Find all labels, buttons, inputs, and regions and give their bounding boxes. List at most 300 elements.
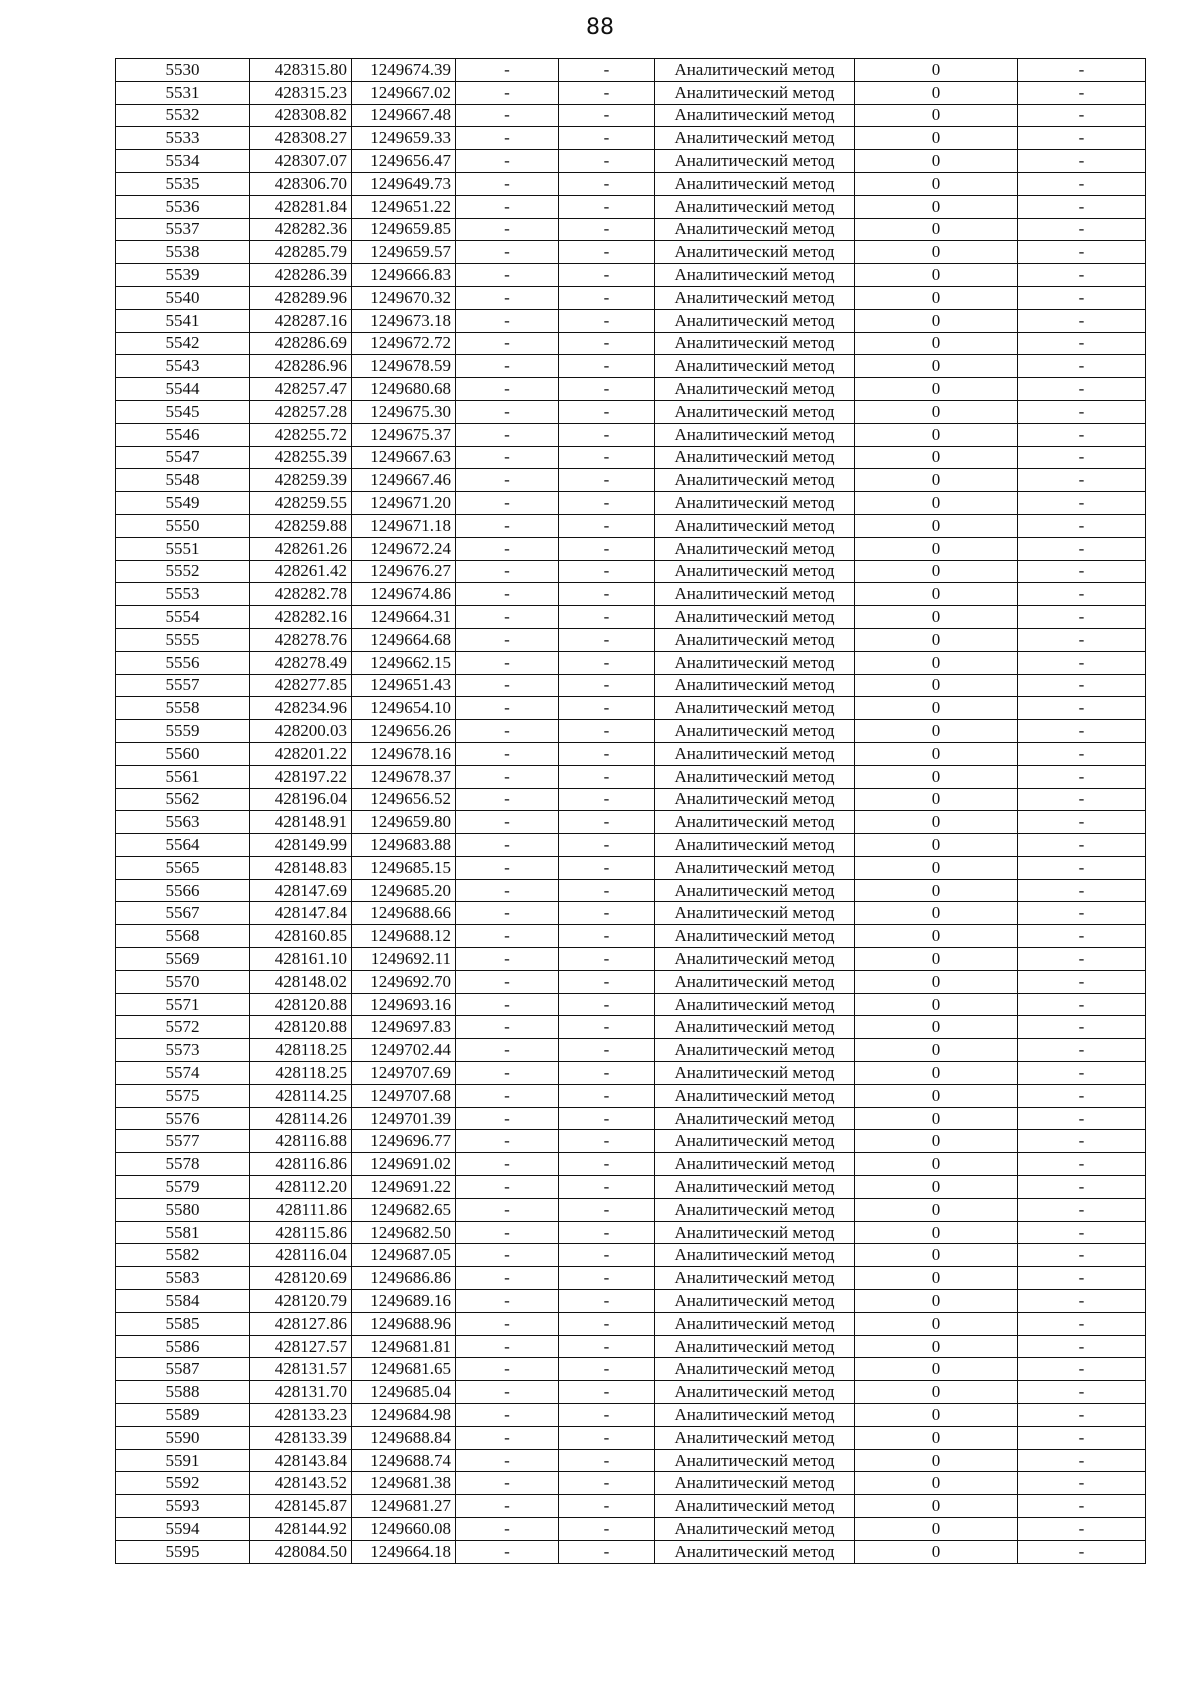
- method-cell: Аналитический метод: [655, 195, 855, 218]
- empty-cell-3: -: [1018, 378, 1146, 401]
- table-row: [116, 1267, 1146, 1290]
- empty-cell-1: -: [456, 150, 559, 173]
- y-coordinate-cell: 1249702.44: [352, 1039, 456, 1062]
- empty-cell-1: -: [456, 948, 559, 971]
- empty-cell-3: -: [1018, 514, 1146, 537]
- empty-cell-3: -: [1018, 765, 1146, 788]
- y-coordinate-cell: 1249678.59: [352, 355, 456, 378]
- method-cell: Аналитический метод: [655, 879, 855, 902]
- x-coordinate-cell: 428286.39: [250, 264, 352, 287]
- empty-cell-3: -: [1018, 628, 1146, 651]
- point-number-cell: 5549: [116, 492, 250, 515]
- point-number-cell: 5569: [116, 948, 250, 971]
- x-coordinate-cell: 428261.26: [250, 537, 352, 560]
- table-row: [116, 834, 1146, 857]
- table-row: [116, 400, 1146, 423]
- empty-cell-1: -: [456, 742, 559, 765]
- method-cell: Аналитический метод: [655, 469, 855, 492]
- point-number-cell: 5581: [116, 1221, 250, 1244]
- empty-cell-1: -: [456, 856, 559, 879]
- y-coordinate-cell: 1249688.84: [352, 1426, 456, 1449]
- x-coordinate-cell: 428143.84: [250, 1449, 352, 1472]
- point-number-cell: 5583: [116, 1267, 250, 1290]
- table-row: [116, 1153, 1146, 1176]
- x-coordinate-cell: 428259.55: [250, 492, 352, 515]
- empty-cell-3: -: [1018, 1540, 1146, 1563]
- empty-cell-1: -: [456, 788, 559, 811]
- empty-cell-3: -: [1018, 720, 1146, 743]
- empty-cell-1: -: [456, 1084, 559, 1107]
- value-cell: 0: [855, 81, 1018, 104]
- empty-cell-3: -: [1018, 309, 1146, 332]
- empty-cell-3: -: [1018, 606, 1146, 629]
- x-coordinate-cell: 428114.26: [250, 1107, 352, 1130]
- x-coordinate-cell: 428120.88: [250, 1016, 352, 1039]
- value-cell: 0: [855, 811, 1018, 834]
- method-cell: Аналитический метод: [655, 856, 855, 879]
- point-number-cell: 5565: [116, 856, 250, 879]
- table-row: [116, 1130, 1146, 1153]
- method-cell: Аналитический метод: [655, 628, 855, 651]
- point-number-cell: 5550: [116, 514, 250, 537]
- table-row: [116, 1244, 1146, 1267]
- x-coordinate-cell: 428144.92: [250, 1518, 352, 1541]
- empty-cell-3: -: [1018, 811, 1146, 834]
- x-coordinate-cell: 428147.69: [250, 879, 352, 902]
- empty-cell-2: -: [559, 241, 655, 264]
- value-cell: 0: [855, 59, 1018, 82]
- x-coordinate-cell: 428131.70: [250, 1381, 352, 1404]
- empty-cell-3: -: [1018, 286, 1146, 309]
- empty-cell-3: -: [1018, 1495, 1146, 1518]
- y-coordinate-cell: 1249649.73: [352, 172, 456, 195]
- point-number-cell: 5544: [116, 378, 250, 401]
- empty-cell-2: -: [559, 720, 655, 743]
- empty-cell-1: -: [456, 765, 559, 788]
- x-coordinate-cell: 428147.84: [250, 902, 352, 925]
- table-row: [116, 651, 1146, 674]
- y-coordinate-cell: 1249671.20: [352, 492, 456, 515]
- empty-cell-1: -: [456, 1495, 559, 1518]
- table-row: [116, 993, 1146, 1016]
- empty-cell-1: -: [456, 1290, 559, 1313]
- empty-cell-1: -: [456, 560, 559, 583]
- x-coordinate-cell: 428281.84: [250, 195, 352, 218]
- value-cell: 0: [855, 286, 1018, 309]
- x-coordinate-cell: 428114.25: [250, 1084, 352, 1107]
- empty-cell-2: -: [559, 1062, 655, 1085]
- method-cell: Аналитический метод: [655, 1107, 855, 1130]
- y-coordinate-cell: 1249681.81: [352, 1335, 456, 1358]
- table-row: [116, 1198, 1146, 1221]
- y-coordinate-cell: 1249696.77: [352, 1130, 456, 1153]
- empty-cell-2: -: [559, 1039, 655, 1062]
- empty-cell-1: -: [456, 286, 559, 309]
- empty-cell-1: -: [456, 378, 559, 401]
- empty-cell-3: -: [1018, 81, 1146, 104]
- empty-cell-3: -: [1018, 127, 1146, 150]
- empty-cell-3: -: [1018, 1062, 1146, 1085]
- point-number-cell: 5593: [116, 1495, 250, 1518]
- value-cell: 0: [855, 1381, 1018, 1404]
- x-coordinate-cell: 428287.16: [250, 309, 352, 332]
- table-row: [116, 127, 1146, 150]
- empty-cell-2: -: [559, 378, 655, 401]
- table-row: [116, 104, 1146, 127]
- value-cell: 0: [855, 856, 1018, 879]
- empty-cell-2: -: [559, 264, 655, 287]
- value-cell: 0: [855, 127, 1018, 150]
- empty-cell-2: -: [559, 150, 655, 173]
- point-number-cell: 5578: [116, 1153, 250, 1176]
- empty-cell-3: -: [1018, 537, 1146, 560]
- empty-cell-2: -: [559, 1358, 655, 1381]
- x-coordinate-cell: 428116.86: [250, 1153, 352, 1176]
- method-cell: Аналитический метод: [655, 378, 855, 401]
- point-number-cell: 5545: [116, 400, 250, 423]
- point-number-cell: 5531: [116, 81, 250, 104]
- y-coordinate-cell: 1249692.70: [352, 970, 456, 993]
- y-coordinate-cell: 1249676.27: [352, 560, 456, 583]
- empty-cell-1: -: [456, 811, 559, 834]
- empty-cell-1: -: [456, 583, 559, 606]
- point-number-cell: 5573: [116, 1039, 250, 1062]
- table-row: [116, 492, 1146, 515]
- value-cell: 0: [855, 1244, 1018, 1267]
- value-cell: 0: [855, 150, 1018, 173]
- point-number-cell: 5584: [116, 1290, 250, 1313]
- method-cell: Аналитический метод: [655, 1540, 855, 1563]
- point-number-cell: 5536: [116, 195, 250, 218]
- empty-cell-2: -: [559, 423, 655, 446]
- empty-cell-2: -: [559, 469, 655, 492]
- empty-cell-3: -: [1018, 788, 1146, 811]
- empty-cell-3: -: [1018, 925, 1146, 948]
- value-cell: 0: [855, 651, 1018, 674]
- y-coordinate-cell: 1249684.98: [352, 1404, 456, 1427]
- x-coordinate-cell: 428112.20: [250, 1176, 352, 1199]
- table-row: [116, 1176, 1146, 1199]
- point-number-cell: 5558: [116, 697, 250, 720]
- empty-cell-1: -: [456, 1518, 559, 1541]
- x-coordinate-cell: 428308.27: [250, 127, 352, 150]
- empty-cell-1: -: [456, 241, 559, 264]
- method-cell: Аналитический метод: [655, 400, 855, 423]
- value-cell: 0: [855, 332, 1018, 355]
- y-coordinate-cell: 1249688.66: [352, 902, 456, 925]
- y-coordinate-cell: 1249662.15: [352, 651, 456, 674]
- empty-cell-3: -: [1018, 1404, 1146, 1427]
- empty-cell-2: -: [559, 628, 655, 651]
- method-cell: Аналитический метод: [655, 537, 855, 560]
- empty-cell-3: -: [1018, 241, 1146, 264]
- method-cell: Аналитический метод: [655, 59, 855, 82]
- x-coordinate-cell: 428148.02: [250, 970, 352, 993]
- point-number-cell: 5563: [116, 811, 250, 834]
- empty-cell-1: -: [456, 1016, 559, 1039]
- empty-cell-2: -: [559, 1130, 655, 1153]
- table-row: [116, 1518, 1146, 1541]
- x-coordinate-cell: 428282.16: [250, 606, 352, 629]
- coordinates-table: [115, 58, 1146, 1564]
- empty-cell-3: -: [1018, 469, 1146, 492]
- table-row: [116, 446, 1146, 469]
- value-cell: 0: [855, 788, 1018, 811]
- y-coordinate-cell: 1249674.86: [352, 583, 456, 606]
- y-coordinate-cell: 1249673.18: [352, 309, 456, 332]
- empty-cell-3: -: [1018, 1472, 1146, 1495]
- empty-cell-1: -: [456, 446, 559, 469]
- point-number-cell: 5566: [116, 879, 250, 902]
- method-cell: Аналитический метод: [655, 1153, 855, 1176]
- x-coordinate-cell: 428115.86: [250, 1221, 352, 1244]
- value-cell: 0: [855, 902, 1018, 925]
- point-number-cell: 5552: [116, 560, 250, 583]
- empty-cell-1: -: [456, 1540, 559, 1563]
- x-coordinate-cell: 428261.42: [250, 560, 352, 583]
- x-coordinate-cell: 428148.83: [250, 856, 352, 879]
- table-row: [116, 423, 1146, 446]
- empty-cell-2: -: [559, 834, 655, 857]
- empty-cell-1: -: [456, 1176, 559, 1199]
- y-coordinate-cell: 1249691.22: [352, 1176, 456, 1199]
- empty-cell-3: -: [1018, 218, 1146, 241]
- x-coordinate-cell: 428133.39: [250, 1426, 352, 1449]
- point-number-cell: 5534: [116, 150, 250, 173]
- empty-cell-2: -: [559, 1381, 655, 1404]
- method-cell: Аналитический метод: [655, 1335, 855, 1358]
- empty-cell-1: -: [456, 1062, 559, 1085]
- x-coordinate-cell: 428289.96: [250, 286, 352, 309]
- table-row: [116, 286, 1146, 309]
- point-number-cell: 5547: [116, 446, 250, 469]
- y-coordinate-cell: 1249685.04: [352, 1381, 456, 1404]
- empty-cell-2: -: [559, 879, 655, 902]
- method-cell: Аналитический метод: [655, 286, 855, 309]
- empty-cell-1: -: [456, 606, 559, 629]
- x-coordinate-cell: 428259.88: [250, 514, 352, 537]
- empty-cell-2: -: [559, 1540, 655, 1563]
- empty-cell-1: -: [456, 1404, 559, 1427]
- empty-cell-3: -: [1018, 1358, 1146, 1381]
- y-coordinate-cell: 1249682.65: [352, 1198, 456, 1221]
- empty-cell-1: -: [456, 834, 559, 857]
- empty-cell-3: -: [1018, 879, 1146, 902]
- x-coordinate-cell: 428255.39: [250, 446, 352, 469]
- empty-cell-2: -: [559, 332, 655, 355]
- empty-cell-1: -: [456, 264, 559, 287]
- y-coordinate-cell: 1249667.63: [352, 446, 456, 469]
- value-cell: 0: [855, 1472, 1018, 1495]
- table-row: [116, 1540, 1146, 1563]
- table-row: [116, 948, 1146, 971]
- point-number-cell: 5559: [116, 720, 250, 743]
- y-coordinate-cell: 1249691.02: [352, 1153, 456, 1176]
- empty-cell-2: -: [559, 59, 655, 82]
- x-coordinate-cell: 428145.87: [250, 1495, 352, 1518]
- value-cell: 0: [855, 423, 1018, 446]
- empty-cell-1: -: [456, 514, 559, 537]
- empty-cell-2: -: [559, 1221, 655, 1244]
- value-cell: 0: [855, 697, 1018, 720]
- point-number-cell: 5570: [116, 970, 250, 993]
- empty-cell-2: -: [559, 948, 655, 971]
- method-cell: Аналитический метод: [655, 309, 855, 332]
- value-cell: 0: [855, 218, 1018, 241]
- empty-cell-3: -: [1018, 264, 1146, 287]
- value-cell: 0: [855, 879, 1018, 902]
- table-row: [116, 811, 1146, 834]
- x-coordinate-cell: 428257.28: [250, 400, 352, 423]
- method-cell: Аналитический метод: [655, 993, 855, 1016]
- empty-cell-1: -: [456, 469, 559, 492]
- x-coordinate-cell: 428196.04: [250, 788, 352, 811]
- table-row: [116, 879, 1146, 902]
- table-row: [116, 241, 1146, 264]
- empty-cell-1: -: [456, 1335, 559, 1358]
- table-row: [116, 378, 1146, 401]
- empty-cell-2: -: [559, 400, 655, 423]
- point-number-cell: 5588: [116, 1381, 250, 1404]
- table-row: [116, 1381, 1146, 1404]
- point-number-cell: 5568: [116, 925, 250, 948]
- x-coordinate-cell: 428306.70: [250, 172, 352, 195]
- empty-cell-3: -: [1018, 400, 1146, 423]
- y-coordinate-cell: 1249681.27: [352, 1495, 456, 1518]
- point-number-cell: 5586: [116, 1335, 250, 1358]
- x-coordinate-cell: 428120.88: [250, 993, 352, 1016]
- empty-cell-3: -: [1018, 104, 1146, 127]
- point-number-cell: 5575: [116, 1084, 250, 1107]
- value-cell: 0: [855, 1312, 1018, 1335]
- x-coordinate-cell: 428120.69: [250, 1267, 352, 1290]
- value-cell: 0: [855, 492, 1018, 515]
- empty-cell-1: -: [456, 1381, 559, 1404]
- y-coordinate-cell: 1249660.08: [352, 1518, 456, 1541]
- x-coordinate-cell: 428286.69: [250, 332, 352, 355]
- empty-cell-3: -: [1018, 1084, 1146, 1107]
- empty-cell-2: -: [559, 697, 655, 720]
- y-coordinate-cell: 1249701.39: [352, 1107, 456, 1130]
- empty-cell-2: -: [559, 970, 655, 993]
- empty-cell-2: -: [559, 1176, 655, 1199]
- y-coordinate-cell: 1249688.74: [352, 1449, 456, 1472]
- y-coordinate-cell: 1249678.16: [352, 742, 456, 765]
- y-coordinate-cell: 1249659.85: [352, 218, 456, 241]
- value-cell: 0: [855, 1540, 1018, 1563]
- point-number-cell: 5571: [116, 993, 250, 1016]
- empty-cell-3: -: [1018, 651, 1146, 674]
- empty-cell-2: -: [559, 1449, 655, 1472]
- empty-cell-3: -: [1018, 1426, 1146, 1449]
- empty-cell-2: -: [559, 104, 655, 127]
- point-number-cell: 5553: [116, 583, 250, 606]
- method-cell: Аналитический метод: [655, 127, 855, 150]
- empty-cell-2: -: [559, 583, 655, 606]
- empty-cell-2: -: [559, 286, 655, 309]
- method-cell: Аналитический метод: [655, 1084, 855, 1107]
- x-coordinate-cell: 428118.25: [250, 1062, 352, 1085]
- value-cell: 0: [855, 1495, 1018, 1518]
- value-cell: 0: [855, 514, 1018, 537]
- y-coordinate-cell: 1249664.31: [352, 606, 456, 629]
- empty-cell-3: -: [1018, 1267, 1146, 1290]
- empty-cell-2: -: [559, 127, 655, 150]
- table-row: [116, 765, 1146, 788]
- empty-cell-3: -: [1018, 1176, 1146, 1199]
- x-coordinate-cell: 428084.50: [250, 1540, 352, 1563]
- point-number-cell: 5556: [116, 651, 250, 674]
- method-cell: Аналитический метод: [655, 1130, 855, 1153]
- table-row: [116, 469, 1146, 492]
- empty-cell-1: -: [456, 628, 559, 651]
- empty-cell-1: -: [456, 104, 559, 127]
- table-row: [116, 1426, 1146, 1449]
- empty-cell-3: -: [1018, 970, 1146, 993]
- y-coordinate-cell: 1249685.20: [352, 879, 456, 902]
- point-number-cell: 5595: [116, 1540, 250, 1563]
- value-cell: 0: [855, 195, 1018, 218]
- x-coordinate-cell: 428277.85: [250, 674, 352, 697]
- table-row: [116, 1495, 1146, 1518]
- method-cell: Аналитический метод: [655, 1198, 855, 1221]
- value-cell: 0: [855, 378, 1018, 401]
- empty-cell-3: -: [1018, 195, 1146, 218]
- x-coordinate-cell: 428286.96: [250, 355, 352, 378]
- x-coordinate-cell: 428315.80: [250, 59, 352, 82]
- value-cell: 0: [855, 925, 1018, 948]
- table-row: [116, 514, 1146, 537]
- empty-cell-2: -: [559, 993, 655, 1016]
- empty-cell-2: -: [559, 742, 655, 765]
- table-row: [116, 309, 1146, 332]
- method-cell: Аналитический метод: [655, 81, 855, 104]
- empty-cell-2: -: [559, 1518, 655, 1541]
- y-coordinate-cell: 1249659.33: [352, 127, 456, 150]
- point-number-cell: 5554: [116, 606, 250, 629]
- value-cell: 0: [855, 720, 1018, 743]
- y-coordinate-cell: 1249671.18: [352, 514, 456, 537]
- method-cell: Аналитический метод: [655, 1039, 855, 1062]
- empty-cell-2: -: [559, 172, 655, 195]
- table-row: [116, 970, 1146, 993]
- y-coordinate-cell: 1249670.32: [352, 286, 456, 309]
- table-row: [116, 332, 1146, 355]
- empty-cell-1: -: [456, 1426, 559, 1449]
- empty-cell-3: -: [1018, 1335, 1146, 1358]
- method-cell: Аналитический метод: [655, 1381, 855, 1404]
- point-number-cell: 5585: [116, 1312, 250, 1335]
- empty-cell-2: -: [559, 1472, 655, 1495]
- table-body: [116, 59, 1146, 1564]
- method-cell: Аналитический метод: [655, 902, 855, 925]
- value-cell: 0: [855, 1358, 1018, 1381]
- method-cell: Аналитический метод: [655, 355, 855, 378]
- y-coordinate-cell: 1249651.43: [352, 674, 456, 697]
- table-row: [116, 355, 1146, 378]
- value-cell: 0: [855, 628, 1018, 651]
- empty-cell-2: -: [559, 1084, 655, 1107]
- y-coordinate-cell: 1249656.52: [352, 788, 456, 811]
- method-cell: Аналитический метод: [655, 1495, 855, 1518]
- value-cell: 0: [855, 560, 1018, 583]
- point-number-cell: 5541: [116, 309, 250, 332]
- empty-cell-1: -: [456, 218, 559, 241]
- value-cell: 0: [855, 1335, 1018, 1358]
- empty-cell-3: -: [1018, 59, 1146, 82]
- table-row: [116, 1404, 1146, 1427]
- empty-cell-2: -: [559, 1290, 655, 1313]
